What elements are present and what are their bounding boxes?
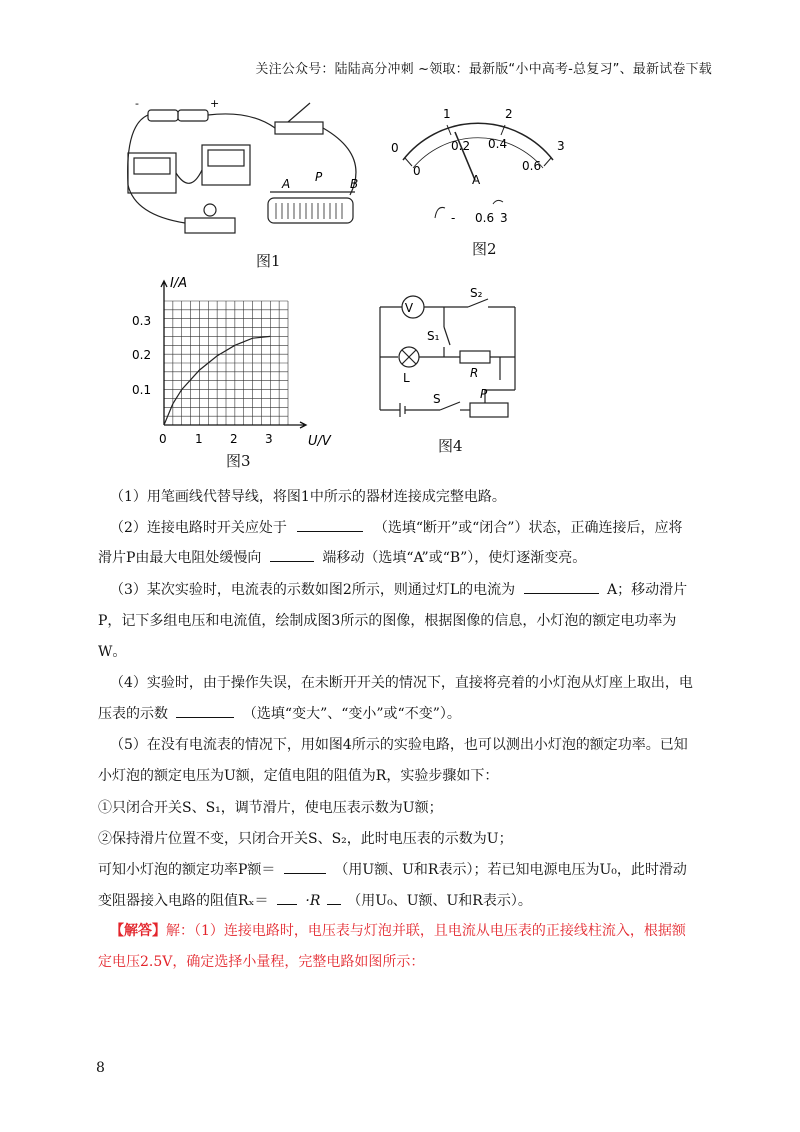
question-5-line-4: 变阻器接入电路的阻值Rₓ＝ ·R （用U₀、U额、U和R表示）。 [98,890,532,910]
svg-text:0.6: 0.6 [522,159,542,173]
question-2-line-2: 滑片P由最大电阻处缓慢向 端移动（选填“A”或“B”），使灯逐渐变亮。 [98,547,586,567]
svg-text:A: A [282,177,291,191]
figure-1-caption: 图1 [256,252,281,270]
svg-text:S: S [433,392,441,406]
svg-text:0.6: 0.6 [475,211,495,225]
svg-text:-: - [451,211,456,225]
answer-blank[interactable] [524,579,599,594]
figure-3-caption: 图3 [226,452,251,470]
question-3-line-1: （3）某次实验时，电流表的示数如图2所示，则通过灯L的电流为 A；移动滑片 [110,579,687,599]
y-axis [161,281,167,425]
answer-blank[interactable] [176,703,234,718]
chart-xtick: 1 [195,432,203,446]
svg-text:3: 3 [557,139,565,153]
page-number: 8 [96,1060,105,1076]
question-5-line-3: 可知小灯泡的额定功率P额＝ （用U额、U和R表示）；若已知电源电压为U₀，此时滑动 [98,859,687,879]
svg-text:V: V [404,301,414,315]
question-4-line-1: （4）实验时，由于操作失误，在未断开开关的情况下，直接将亮着的小灯泡从灯座上取出，电 [110,675,693,691]
lamp-bulb-icon [204,204,216,216]
rheostat [268,198,353,223]
chart-axes [161,281,306,428]
question-2-line-1: （2）连接电路时开关应处于 （选填“断开”或“闭合”）状态，正确连接后，应将 [110,517,682,537]
svg-text:0.2: 0.2 [451,139,471,153]
svg-text:1: 1 [443,107,451,121]
figure-3-iu-chart [130,275,350,450]
rheostat-symbol [470,403,508,417]
question-5-line-1: （5）在没有电流表的情况下，用如图4所示的实验电路，也可以测出小灯泡的额定功率。已知 [110,737,688,753]
figure-2-caption: 图2 [472,240,497,258]
svg-text:0: 0 [391,141,399,155]
page-header: 关注公众号：陆陆高分冲刺 ~领取：最新版“小中高考-总复习”、最新试卷下载 [255,62,712,77]
answer-blank[interactable] [277,890,297,905]
svg-text:0.4: 0.4 [488,137,508,151]
svg-text:0: 0 [413,164,421,178]
svg-text:S₁: S₁ [427,329,440,343]
figure-1-apparatus [110,95,370,245]
chart-ytick: 0.1 [132,383,152,397]
svg-text:A: A [472,173,481,187]
svg-text:3: 3 [500,211,508,225]
answer-blank[interactable] [327,890,341,905]
chart-ylabel: I/A [170,276,188,291]
chart-ytick: 0.3 [132,314,152,328]
figure-4-circuit [370,285,530,430]
answer-blank[interactable] [270,547,314,562]
question-5-step-1: ①只闭合开关S、S₁，调节滑片，使电压表示数为U额； [98,800,443,816]
chart-ytick: 0.2 [132,348,152,362]
svg-text:L: L [403,371,410,385]
knife-switch [275,122,323,134]
chart-xlabel: U/V [308,434,331,449]
ammeter [128,153,176,193]
question-3-line-2: P，记下多组电压和电流值，绘制成图3所示的图像，根据图像的信息，小灯泡的额定电功率为 [98,613,677,629]
answer-blank[interactable] [284,859,326,874]
voltmeter [202,145,250,185]
answer-line-1: 【解答】解：（1）连接电路时，电压表与灯泡并联，且电流从电压表的正接线柱流入，根据额 [110,923,686,939]
figure-4-caption: 图4 [438,437,463,455]
question-1: （1）用笔画线代替导线，将图1中所示的器材连接成完整电路。 [110,489,506,505]
svg-text:B: B [350,177,359,191]
question-4-line-2: 压表的示数 （选填“变大”、“变小”或“不变”）。 [98,703,461,723]
svg-text:-: - [135,97,139,110]
resistor-symbol [460,351,490,363]
lamp-holder [185,218,235,233]
svg-text:2: 2 [505,107,513,121]
svg-text:+: + [210,97,220,110]
svg-text:P: P [480,387,488,401]
question-5-line-2: 小灯泡的额定电压为U额，定值电阻的阻值为R，实验步骤如下： [98,768,499,784]
figure-2-ammeter-dial [385,100,585,235]
chart-grid [164,301,288,425]
answer-blank[interactable] [297,517,363,532]
svg-text:S₂: S₂ [470,286,483,300]
svg-text:R: R [470,366,479,380]
svg-text:P: P [315,170,323,184]
question-3-line-3: W。 [98,644,127,660]
battery [148,110,178,121]
chart-xtick: 0 [159,432,167,446]
chart-xtick: 2 [230,432,238,446]
question-5-step-2: ②保持滑片位置不变，只闭合开关S、S₂，此时电压表的示数为U； [98,831,513,847]
answer-line-2: 定电压2.5V，确定选择小量程，完整电路如图所示： [98,954,425,970]
chart-xtick: 3 [265,432,273,446]
